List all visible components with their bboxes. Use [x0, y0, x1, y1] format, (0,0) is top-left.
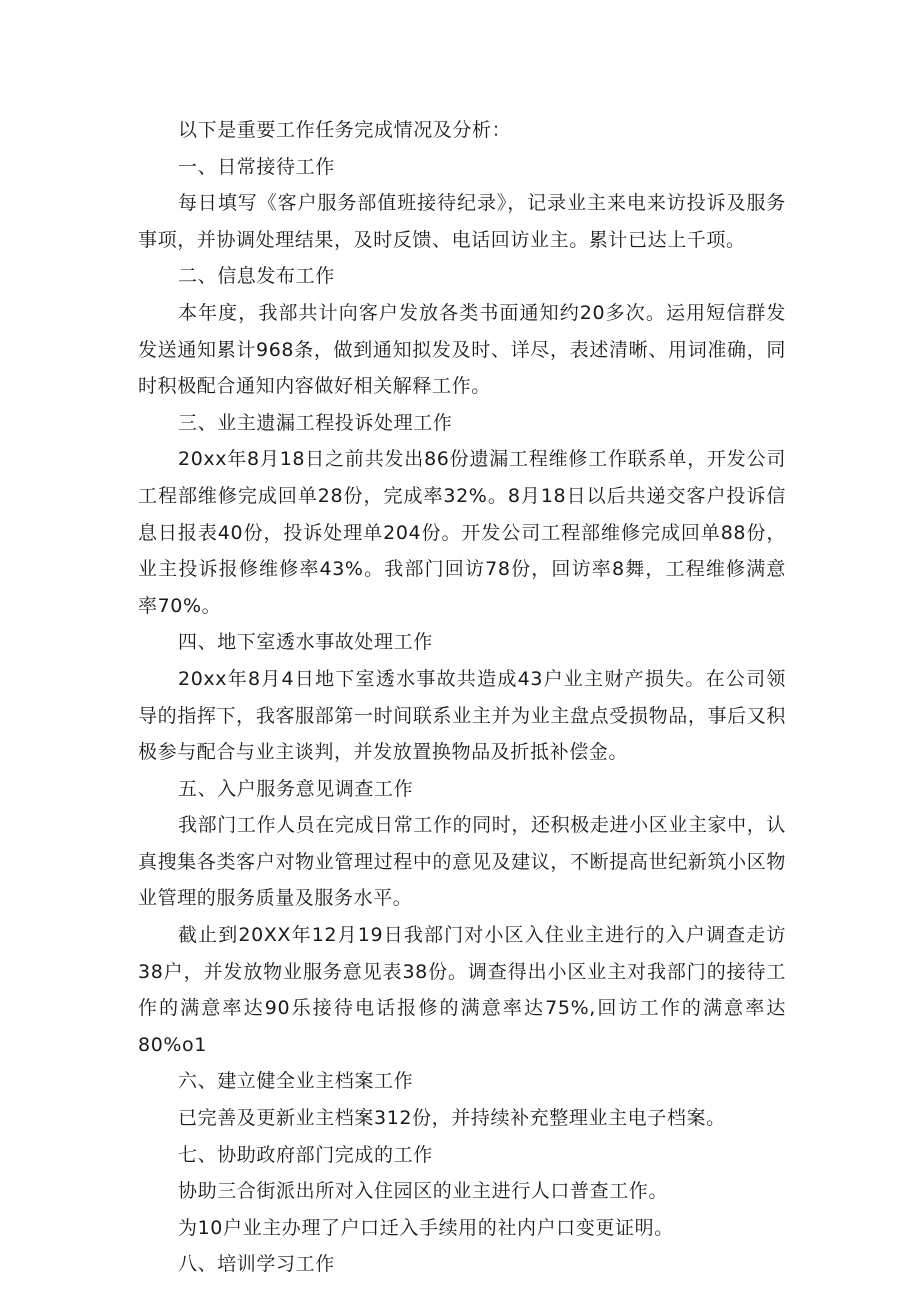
section-7-paragraph-1: 协助三合街派出所对入住园区的业主进行人口普查工作。: [178, 1180, 669, 1203]
section-heading-5: 五、入户服务意见调查工作: [178, 777, 414, 800]
section-5-paragraph-1: 我部门工作人员在完成日常工作的同时，还积极走进小区业主家中，认真搜集各类客户对物业管理过程中的意见及建议，不断提高世纪新筑小区物业管理的服务质量及服务水平。: [138, 814, 786, 910]
section-7-paragraph-2: 为10户业主办理了户口迁入手续用的社内户口变更证明。: [178, 1216, 674, 1239]
intro-text: 以下是重要工作任务完成情况及分析：: [178, 119, 512, 141]
document-body: [138, 112, 786, 1283]
section-4-paragraph-1: 20xx年8月4日地下室透水事故共造成43户业主财产损失。在公司领导的指挥下，我客服部第一时间联系业主并为业主盘点受损物品，事后又积极参与配合与业主谈判，并发放置换物品及折抵补偿金。: [138, 667, 786, 764]
section-heading-6: 六、建立健全业主档案工作: [178, 1070, 414, 1093]
section-heading-2: 二、信息发布工作: [178, 265, 335, 288]
section-1-paragraph-1: 每日填写《客户服务部值班接待纪录》，记录业主来电来访投诉及服务事项，并协调处理结果，及时反馈、电话回访业主。累计已达上千项。: [138, 192, 786, 251]
section-6-paragraph-1: 已完善及更新业主档案312份，并持续补充整理业主电子档案。: [178, 1107, 726, 1130]
section-heading-1: 一、日常接待工作: [178, 155, 335, 178]
section-2-paragraph-1: 本年度，我部共计向客户发放各类书面通知约20多次。运用短信群发发送通知累计968条，做到通知拟发及时、详尽，表述清晰、用词准确，同时积极配合通知内容做好相关解释工作。: [138, 301, 786, 398]
section-heading-8: 八、培训学习工作: [178, 1253, 335, 1276]
section-heading-3: 三、业主遗漏工程投诉处理工作: [178, 411, 453, 434]
section-heading-4: 四、地下室透水事故处理工作: [178, 631, 433, 654]
section-heading-7: 七、协助政府部门完成的工作: [178, 1143, 433, 1166]
section-3-paragraph-1: 20xx年8月18日之前共发出86份遗漏工程维修工作联系单，开发公司工程部维修完成回单28份，完成率32%。8月18日以后共递交客户投诉信息日报表40份，投诉处理单204份。开发公司工程部维修完成回单88份，业主投诉报修维修率43%。我部门回访78份，回访率8舞，工程维修满意率70%。: [138, 448, 786, 617]
section-5-paragraph-2: 截止到20XX年12月19日我部门对小区入住业主进行的入户调查走访38户，并发放物业服务意见表38份。调查得出小区业主对我部门的接待工作的满意率达90乐接待电话报修的满意率达75%,回访工作的满意率达80%o1: [138, 924, 786, 1056]
